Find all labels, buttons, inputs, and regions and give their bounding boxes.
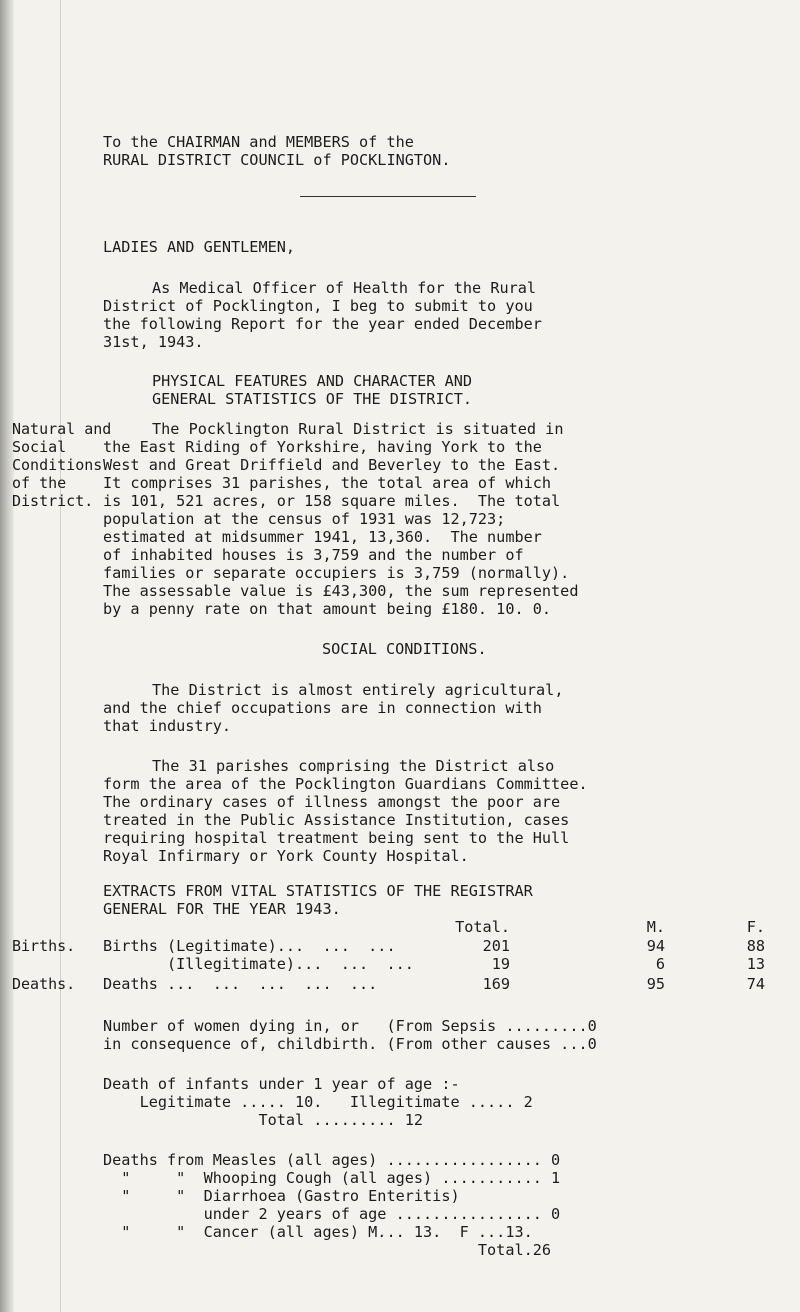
maternal-line: Number of women dying in, or (From Sepsis .........0 [103, 1017, 597, 1035]
intro-line: As Medical Officer of Health for the Rural [152, 279, 537, 297]
table-row-label: Deaths ... ... ... ... ... [103, 975, 378, 993]
table-cell-m: 94 [646, 937, 665, 955]
social-para-line: and the chief occupations are in connection with [103, 699, 542, 717]
page-binding-edge [0, 0, 14, 1312]
physical-para-line: West and Great Driffield and Beverley to the East. [103, 456, 561, 474]
extracts-title: GENERAL FOR THE YEAR 1943. [103, 900, 341, 918]
intro-line: District of Pocklington, I beg to submit to you [103, 297, 533, 315]
infant-line: Legitimate ..... 10. Illegitimate ..... 2 [103, 1093, 533, 1111]
table-cell-m: 95 [646, 975, 665, 993]
table-header-f: F. [746, 918, 765, 936]
margin-note-natural: District. [12, 492, 94, 510]
salutation: LADIES AND GENTLEMEN, [103, 238, 296, 256]
deaths-from-line: " " Diarrhoea (Gastro Enteritis) [103, 1187, 460, 1205]
deaths-from-line: under 2 years of age ................ 0 [103, 1205, 561, 1223]
infant-line: Death of infants under 1 year of age :- [103, 1075, 460, 1093]
header-line-2: RURAL DISTRICT COUNCIL of POCKLINGTON. [103, 151, 451, 169]
deaths-from-line: Deaths from Measles (all ages) ................. 0 [103, 1151, 561, 1169]
header-line-1: To the CHAIRMAN and MEMBERS of the [103, 133, 414, 151]
section-title: PHYSICAL FEATURES AND CHARACTER AND [152, 372, 473, 390]
table-header-m: M. [646, 918, 665, 936]
table-cell-f: 74 [746, 975, 765, 993]
social-para-line: that industry. [103, 717, 232, 735]
intro-line: 31st, 1943. [103, 333, 204, 351]
table-cell-f: 88 [746, 937, 765, 955]
physical-para-line: families or separate occupiers is 3,759 (normally). [103, 564, 570, 582]
physical-para-line: is 101, 521 acres, or 158 square miles. The total [103, 492, 561, 510]
margin-note-natural: of the [12, 474, 67, 492]
margin-note-natural: Social [12, 438, 67, 456]
margin-note-births: Births. [12, 937, 76, 955]
margin-rule [60, 0, 61, 1312]
table-cell-f: 13 [746, 955, 765, 973]
social-para-line: Royal Infirmary or York County Hospital. [103, 847, 469, 865]
social-para-line: The 31 parishes comprising the District also [152, 757, 555, 775]
table-cell-total: 201 [482, 937, 510, 955]
physical-para-line: the East Riding of Yorkshire, having York to the [103, 438, 542, 456]
social-para-line: form the area of the Pocklington Guardians Committee. [103, 775, 588, 793]
table-row-label: (Illegitimate)... ... ... [103, 955, 414, 973]
deaths-from-line: " " Whooping Cough (all ages) ........... 1 [103, 1169, 561, 1187]
social-para-line: treated in the Public Assistance Institution, cases [103, 811, 570, 829]
social-para-line: requiring hospital treatment being sent to the Hull [103, 829, 570, 847]
social-para-line: The District is almost entirely agricultural, [152, 681, 564, 699]
deaths-from-line: " " Cancer (all ages) M... 13. F ...13. [103, 1223, 533, 1241]
section-title: SOCIAL CONDITIONS. [322, 640, 487, 658]
section-title: GENERAL STATISTICS OF THE DISTRICT. [152, 390, 473, 408]
physical-para-line: population at the census of 1931 was 12,723; [103, 510, 506, 528]
physical-para-line: The Pocklington Rural District is situated in [152, 420, 564, 438]
table-row-label: Births (Legitimate)... ... ... [103, 937, 396, 955]
physical-para-line: estimated at midsummer 1941, 13,360. The number [103, 528, 542, 546]
infant-line: Total ......... 12 [103, 1111, 424, 1129]
table-cell-total: 19 [491, 955, 510, 973]
table-cell-m: 6 [655, 955, 665, 973]
social-para-line: The ordinary cases of illness amongst the poor are [103, 793, 561, 811]
physical-para-line: by a penny rate on that amount being £180. 10. 0. [103, 600, 552, 618]
physical-para-line: The assessable value is £43,300, the sum represented [103, 582, 579, 600]
extracts-title: EXTRACTS FROM VITAL STATISTICS OF THE REGISTRAR [103, 882, 533, 900]
margin-note-natural: Conditions [12, 456, 103, 474]
margin-note-natural: Natural and [12, 420, 112, 438]
intro-line: the following Report for the year ended December [103, 315, 542, 333]
physical-para-line: It comprises 31 parishes, the total area of which [103, 474, 552, 492]
maternal-line: in consequence of, childbirth. (From other causes ...0 [103, 1035, 597, 1053]
header-rule [300, 196, 476, 197]
deaths-from-line: Total.26 [103, 1241, 552, 1259]
table-cell-total: 169 [482, 975, 510, 993]
margin-note-deaths: Deaths. [12, 975, 76, 993]
table-header-total: Total. [455, 918, 510, 936]
physical-para-line: of inhabited houses is 3,759 and the number of [103, 546, 524, 564]
